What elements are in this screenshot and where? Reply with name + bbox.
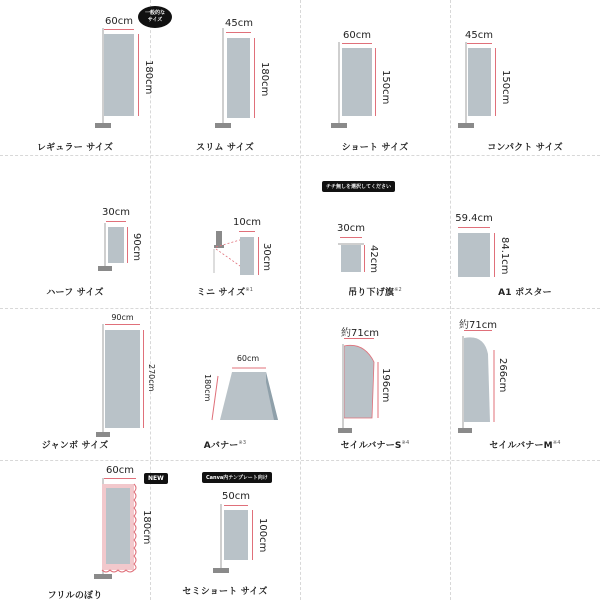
popular-badge-line1: 一般的な [144,10,165,16]
width-label: 59.4cm [455,213,493,224]
height-label: 84.1cm [499,237,510,275]
size-name [150,584,300,597]
height-label: 196cm [380,368,391,403]
width-line [105,324,140,325]
height-line [494,233,495,277]
flag-base [95,123,111,128]
flag-panel [224,510,248,560]
width-line [467,43,492,44]
width-line [106,221,126,222]
size-name-text: セイルバナーM [489,441,553,451]
width-label: 45cm [225,18,253,29]
frill-flag-illustration [102,484,142,574]
flag-panel [341,245,361,272]
width-label: 90cm [111,313,134,322]
size-name [0,588,150,601]
height-line [495,48,496,116]
flag-panel [105,330,140,428]
size-name [450,285,600,298]
height-line [254,38,255,118]
width-line [104,29,134,30]
footnote-mark: ※1 [245,287,254,293]
height-label: 150cm [500,70,511,105]
size-name-text: A1 ポスター [498,288,552,298]
poster-panel [458,233,490,277]
flag-panel [342,48,372,116]
width-label: 60cm [236,354,260,363]
size-name-text: ミニ サイズ [196,288,246,298]
size-card-slim[interactable] [147,0,300,153]
footnote-mark: ※4 [552,440,561,446]
width-label: 60cm [106,465,134,476]
flag-panel [240,237,254,275]
height-label: 270cm [147,364,156,392]
size-name [450,140,600,153]
size-card-mini[interactable] [150,155,300,305]
hanging-note-badge: チチ無しを選択してください [322,181,395,192]
size-name-text: コンパクト サイズ [487,143,563,153]
size-card-hanging[interactable] [300,155,450,305]
width-label: 10cm [233,217,261,228]
size-name [300,140,450,153]
height-label: 180cm [259,62,270,97]
flag-base [213,568,229,573]
flag-pole [102,324,104,436]
height-label: 266cm [497,358,508,393]
size-name [150,438,300,451]
width-label: 60cm [105,16,133,27]
size-name [300,438,450,451]
height-line [138,34,139,116]
flag-base [98,266,112,271]
size-name [450,438,600,451]
size-name-text: フリルのぼり [47,591,103,601]
height-label: 180cm [203,374,212,402]
height-line [252,510,253,560]
height-label: 100cm [257,518,268,553]
width-line [340,237,362,238]
width-label: 約71cm [341,328,379,339]
width-line [342,43,372,44]
size-card-regular[interactable] [0,0,165,153]
size-card-jumbo[interactable] [0,308,156,458]
size-name-text: セイルバナーS [340,441,402,451]
size-card-a1[interactable] [450,155,600,305]
height-label: 42cm [368,245,379,273]
footnote-mark: ※2 [394,287,402,293]
footnote-mark: ※4 [401,440,410,446]
size-card-compact[interactable] [450,0,600,153]
size-name-text: ジャンボ サイズ [41,441,109,451]
flag-panel [468,48,491,116]
size-card-sail-s[interactable] [300,308,450,458]
flag-base [96,432,110,437]
size-name [0,438,150,451]
flag-panel [104,34,134,116]
flag-base [458,123,474,128]
width-label: 45cm [465,30,493,41]
flag-pole [465,42,467,124]
height-line [127,227,128,263]
height-label: 180cm [143,60,154,95]
flag-pole [220,504,222,570]
width-label: 30cm [102,207,130,218]
canva-badge: Canva内テンプレート向け [202,472,272,483]
width-line [224,505,248,506]
size-name-text: ハーフ サイズ [46,288,104,298]
width-line [239,231,255,232]
height-line [375,48,376,116]
size-name-text: レギュラー サイズ [36,143,114,153]
width-line [226,32,251,33]
width-label: 50cm [222,491,250,502]
size-card-frill[interactable] [0,460,164,610]
width-label: 約71cm [459,320,497,331]
height-label: 150cm [380,70,391,105]
flag-base [331,123,347,128]
footnote-mark: ※3 [238,440,247,446]
flag-panel [108,227,124,263]
popular-badge-line2: サイズ [147,17,163,23]
width-label: 30cm [337,223,365,234]
flag-pole [338,42,340,124]
size-card-short[interactable] [300,0,450,153]
height-label: 30cm [261,243,272,271]
size-name [150,140,300,153]
size-name-text: ショート サイズ [341,143,409,153]
size-name-text: セミショート サイズ [182,587,268,597]
height-line [364,245,365,272]
flag-base [94,574,112,579]
width-line [104,478,136,479]
size-card-sail-m[interactable] [450,308,600,458]
size-name-text: Aバナー [203,441,239,451]
size-card-half[interactable] [0,155,150,305]
new-badge: NEW [144,473,168,484]
size-name [300,285,450,298]
flag-pole [104,223,106,267]
width-label: 60cm [343,30,371,41]
size-name-text: 吊り下げ旗 [348,288,395,298]
width-line [458,227,490,228]
size-name-text: スリム サイズ [196,143,254,153]
size-card-a-banner[interactable] [150,308,300,458]
height-label: 90cm [131,233,142,261]
sail-banner-m-illustration [458,332,518,442]
height-line [258,237,259,275]
size-name [0,285,150,298]
a-banner-illustration [212,368,292,428]
height-line [143,330,144,428]
flag-base [215,123,231,128]
flag-panel [227,38,250,118]
flag-pole [222,28,224,124]
size-card-semi-short[interactable] [150,460,300,610]
size-name [0,140,150,153]
size-name [150,285,300,298]
height-label: 180cm [141,510,152,545]
